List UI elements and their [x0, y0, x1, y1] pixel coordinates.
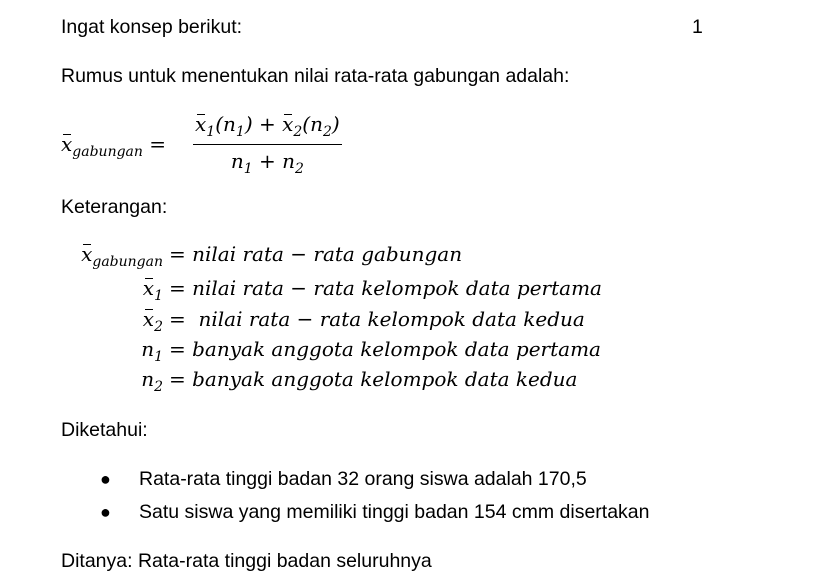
keterangan-definition: = nilai rata − rata kelompok data pertama [169, 276, 602, 300]
keterangan-variable: $x_1$ [142, 276, 163, 304]
keterangan-definition: = nilai rata − rata kelompok data kedua [169, 307, 585, 331]
keterangan-variable: $n_2$ [141, 367, 163, 395]
keterangan-definition: = banyak anggota kelompok data pertama [169, 337, 601, 361]
diketahui-item: Satu siswa yang memiliki tinggi badan 154 cmm disertakan [139, 501, 650, 523]
intro-text: Ingat konsep berikut: [61, 16, 243, 38]
keterangan-definition: = nilai rata − rata gabungan [169, 242, 463, 266]
ditanya-text: Ditanya: Rata-rata tinggi badan seluruhnya [61, 550, 432, 572]
formula-fraction [193, 112, 342, 177]
formula-description: Rumus untuk menentukan nilai rata-rata gabungan adalah: [61, 65, 570, 87]
formula-lhs: $x_{gabungan}$ = [61, 132, 167, 160]
bullet-icon: ● [100, 469, 111, 489]
keterangan-variable: $x_{gabungan}$ [81, 242, 163, 270]
keterangan-item [61, 337, 601, 365]
keterangan-item [61, 276, 602, 304]
bullet-icon: ● [100, 502, 111, 522]
keterangan-item [61, 367, 578, 395]
formula-numerator: $x_1(n_1) + x_2(n_2)$ [193, 112, 342, 145]
keterangan-item [61, 242, 463, 270]
keterangan-title: Keterangan: [61, 196, 168, 218]
formula-denominator: $n_1 + n_2$ [230, 149, 304, 177]
keterangan-variable: $x_2$ [142, 307, 163, 335]
keterangan-definition: = banyak anggota kelompok data kedua [169, 367, 578, 391]
diketahui-title: Diketahui: [61, 419, 148, 441]
diketahui-item: Rata-rata tinggi badan 32 orang siswa adalah 170,5 [139, 468, 587, 490]
keterangan-variable: $n_1$ [141, 337, 163, 365]
keterangan-item [61, 307, 585, 335]
page-number: 1 [692, 16, 703, 38]
